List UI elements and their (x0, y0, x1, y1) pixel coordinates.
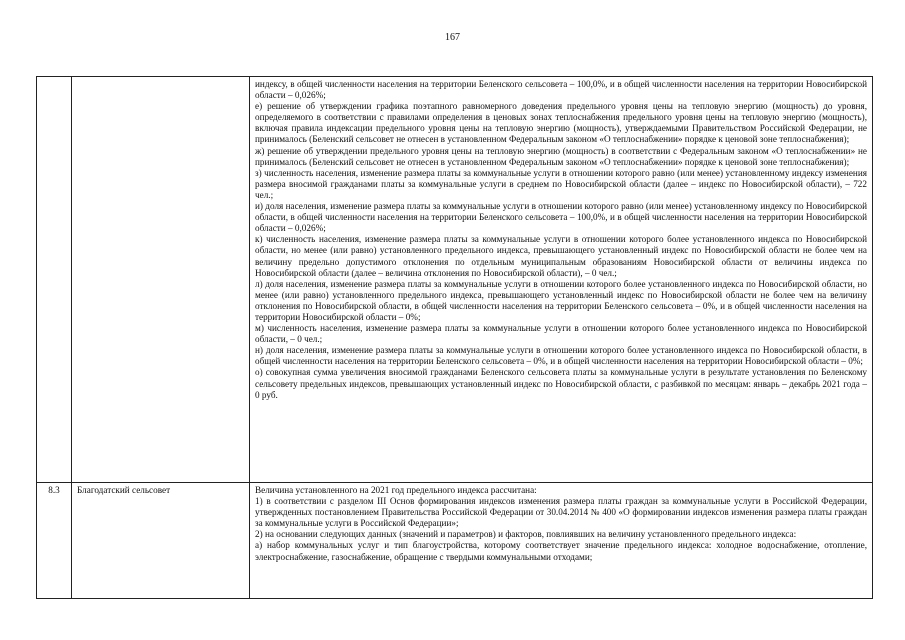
paragraph: к) численность населения, изменение размера платы за коммунальные услуги в отношении которого более установленного индекса по Новосибирской области, но менее (или равно) установленного предельного индекса, превышающего установленный индекс по Новосибирской области не более чем на величину предельно допустимого отклонения по отдельным муниципальным образованиям Новосибирской области от величины индекса по Новосибирской области (далее – величина отклонения по Новосибирской области), – 0 чел.; (255, 234, 867, 278)
paragraph: индексу, в общей численности населения на территории Беленского сельсовета – 100,0%, и в общей численности населения на территории Новосибирской области – 0,026%; (255, 79, 867, 101)
paragraph: ж) решение об утверждении предельного уровня цены на тепловую энергию (мощность) в соответствии с Федеральным законом «О теплоснабжении» не принималось (Беленский сельсовет не отнесен в установленном Федеральным законом «О теплоснабжении» порядке к ценовой зоне теплоснабжения); (255, 145, 867, 167)
row-number-cell: 8.3 (37, 483, 72, 599)
paragraph: 1) в соответствии с разделом III Основ формирования индексов изменения размера платы граждан за коммунальные услуги в Российской Федерации, утвержденных постановлением Правительства Российской Федерации от 30.04.2014 № 400 «О формировании индексов изменения размера платы граждан за коммунальные услуги в Российской Федерации»; (255, 496, 867, 529)
paragraph: о) совокупная сумма увеличения вносимой гражданами Беленского сельсовета платы за коммунальные услуги в результате установления по Беленскому сельсовету предельных индексов, превышающих установленный индекс по Новосибирской области, с разбивкой по месяцам: январь – декабрь 2021 года – 0 руб. (255, 367, 867, 400)
paragraph: з) численность населения, изменение размера платы за коммунальные услуги в отношении которого равно (или менее) установленному индексу изменения размера вносимой гражданами платы за коммунальные услуги в среднем по Новосибирской области (далее – индекс по Новосибирской области), – 722 чел.; (255, 167, 867, 200)
table-row (37, 483, 873, 599)
page-number: 167 (445, 32, 460, 43)
paragraph: е) решение об утверждении графика поэтапного равномерного доведения предельного уровня цены на тепловую энергию (мощность) до уровня, определяемого в соответствии с правилами определения в ценовых зонах теплоснабжения предельного уровня цены на тепловую энергию (мощность), включая правила индексации предельного уровня цены на тепловую энергию (мощность), утверждаемыми Правительством Российской Федерации, не принималось (Беленский сельсовет не отнесен в установленном Федеральным законом «О теплоснабжении» порядке к ценовой зоне теплоснабжения); (255, 101, 867, 145)
row-content-cell (250, 77, 873, 483)
paragraph: н) доля населения, изменение размера платы за коммунальные услуги в отношении которого более установленного индекса по Новосибирской области, в общей численности населения на территории Беленского сельсовета – 0%, и в общей численности населения на территории Новосибирской области – 0%; (255, 345, 867, 367)
paragraph: 2) на основании следующих данных (значений и параметров) и факторов, повлиявших на величину установленного предельного индекса: (255, 529, 797, 540)
row-content-cell (250, 483, 873, 599)
row-name-cell (72, 77, 250, 483)
paragraph: м) численность населения, изменение размера платы за коммунальные услуги в отношении которого более установленного индекса по Новосибирской области, – 0 чел.; (255, 323, 867, 345)
paragraph: л) доля населения, изменение размера платы за коммунальные услуги в отношении которого более установленного индекса по Новосибирской области, но менее (или равно) установленного предельного индекса, превышающего установленный индекс по Новосибирской области не более чем на величину отклонения по Новосибирской области, в общей численности населения на территории Беленского сельсовета – 0%, и в общей численности населения на территории Новосибирской области – 0%; (255, 278, 867, 322)
paragraph: Величина установленного на 2021 год предельного индекса рассчитана: (255, 485, 537, 495)
paragraph: и) доля населения, изменение размера платы за коммунальные услуги в отношении которого равно (или менее) установленному индексу по Новосибирской области, в общей численности населения на территории Беленского сельсовета – 100,0%, и в общей численности населения на территории Новосибирской области – 0,026%; (255, 201, 867, 234)
table-row (37, 77, 873, 483)
document-table (36, 76, 873, 599)
row-number-cell (37, 77, 72, 483)
paragraph: а) набор коммунальных услуг и тип благоустройства, которому соответствует значение предельного индекса: холодное водоснабжение, отопление, электроснабжение, газоснабжение, обращение с твердыми коммунальными отходами; (255, 540, 867, 562)
row-name-cell: Благодатский сельсовет (72, 483, 250, 599)
